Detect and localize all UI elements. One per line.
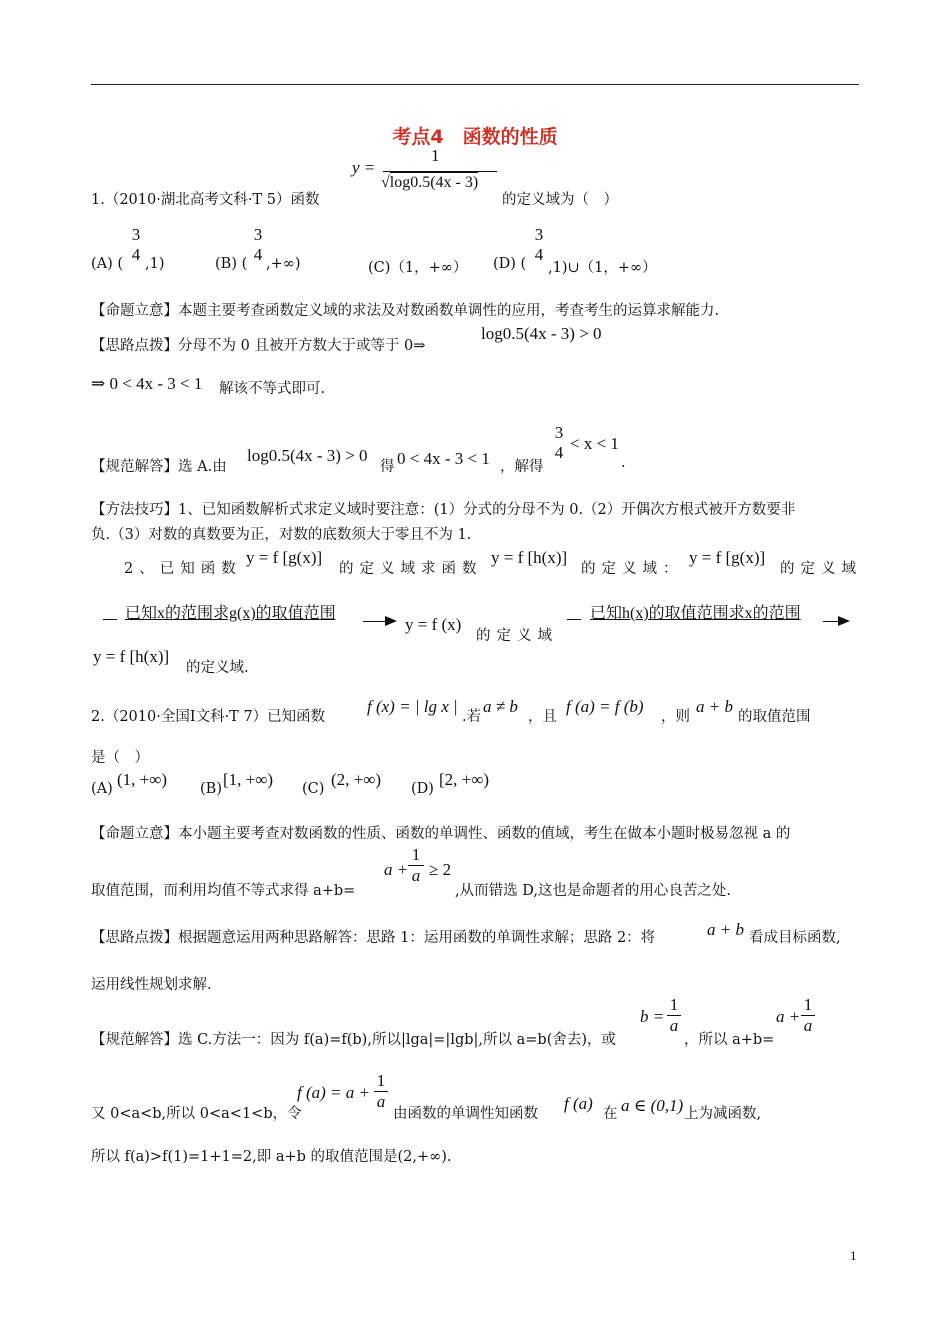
q2-mingti-formula-b: ≥ 2	[429, 860, 452, 879]
q2-stem-f4: a + b	[696, 697, 733, 716]
section-text: 本题主要考查函数定义域的求法及对数函数单调性的应用，考查考生的运算求解能力.	[178, 303, 720, 319]
q1-fangfa-line2: 负.（3）对数的真数要为正，对数的底数须大于零且不为 1.	[91, 527, 472, 543]
arrow1-tail	[103, 619, 117, 620]
q2-stem-line2: 是（ ）	[91, 750, 149, 766]
q1-guifan-label: 【规范解答】选 A.由	[91, 459, 227, 475]
q1-option-d-label: (D) (	[493, 256, 527, 272]
section-text: 分母不为 0 且被开方数大于或等于 0⇒	[178, 338, 426, 354]
q1-formula-y: y =	[352, 158, 376, 177]
q1-tip2-c: 的定义域：	[581, 561, 684, 577]
q1-tip2-b: 的定义域求函数	[339, 561, 483, 577]
q2-mingti: 【命题立意】本小题主要考查对数函数的性质、函数的单调性、函数的值域，考生在做本小题时极易忽视 a 的	[91, 826, 791, 842]
q1-option-b-fraction: 3 4	[253, 225, 263, 264]
q2-silu-formula: a + b	[707, 920, 744, 939]
q1-option-a-fraction: 3 4	[131, 225, 141, 264]
arrow2-head	[838, 616, 850, 626]
section-label: 【思路点拨】	[91, 930, 178, 946]
q1-formula-num: 1	[431, 146, 440, 165]
q2-option-a-label: (A)	[91, 781, 113, 797]
q2-option-d-label: (D)	[411, 781, 434, 797]
q1-tip2-f1: y = f [g(x)]	[246, 548, 323, 567]
arrow-mid-formula: y = f (x)	[405, 615, 462, 634]
q1-stem-suffix: 的定义域为（ ）	[502, 192, 618, 208]
header-rule	[91, 84, 859, 85]
q1-option-b-suffix: ,+∞)	[266, 256, 301, 272]
q1-option-d-fraction: 3 4	[534, 225, 544, 264]
q2-option-b: [1, +∞)	[223, 770, 274, 789]
q2-guifan-fraction: 1 a	[667, 995, 681, 1036]
tip2-end-text: 的定义域.	[186, 660, 249, 676]
q2-line-you-f: f (a) = a +	[297, 1083, 370, 1102]
q1-tip2-f2: y = f [h(x)]	[491, 548, 568, 567]
q2-line-you-c: 在	[603, 1106, 618, 1122]
q1-fangfa: 【方法技巧】1、已知函数解析式求定义域时要注意：(1）分式的分母不为 0.（2）开偶次方根式被开方数要非	[91, 502, 796, 518]
q1-option-a-label: (A) (	[91, 256, 124, 272]
q2-option-c-label: (C)	[302, 781, 325, 797]
q2-guifan-fraction2: 1 a	[801, 995, 815, 1036]
q2-mingti-fraction: 1 a	[408, 845, 424, 886]
q1-guifan-text3: ，解得	[500, 459, 544, 475]
q2-line-you-f3: a ∈ (0,1)	[621, 1096, 684, 1115]
q1-guifan-formula3: < x < 1	[570, 434, 619, 453]
q2-mingti-line2-b: ,从而错选 D,这也是命题者的用心良苦之处.	[455, 883, 732, 899]
q1-silu	[91, 334, 425, 355]
q2-option-c: (2, +∞)	[331, 770, 382, 789]
section-label: 【规范解答】	[91, 459, 178, 475]
q1-silu-line2-formula: ⇒ 0 < 4x - 3 < 1	[91, 374, 203, 393]
q1-formula-den: √log0.5(4x - 3)	[381, 174, 479, 191]
q2-guifan-f-b: b =	[640, 1007, 665, 1026]
q2-option-a: (1, +∞)	[117, 770, 168, 789]
q1-tip2-d: 的定义域	[780, 561, 862, 577]
q1-stem-prefix: 1.（2010·湖北高考文科·T 5）函数	[91, 192, 320, 208]
q2-guifan-f2-a: a +	[776, 1007, 801, 1026]
q2-option-b-label: (B)	[200, 781, 222, 797]
section-label: 【方法技巧】	[91, 502, 178, 518]
q1-tip2-a: 2、已知函数	[124, 561, 242, 577]
arrow1-text: 已知x的范围求g(x)的取值范围	[125, 605, 336, 622]
q2-line-you-d: 上为减函数,	[684, 1106, 762, 1122]
q2-silu: 【思路点拨】根据题意运用两种思路解答：思路 1：运用函数的单调性求解；思路 2：将	[91, 930, 656, 946]
arrow1-head	[385, 616, 397, 626]
q2-stem-t2: ，且	[528, 709, 557, 725]
q2-stem-t1: .若	[462, 709, 482, 725]
q2-stem-f1: f (x) = | lg x |	[367, 697, 458, 716]
q1-silu-line2-text: 解该不等式即可.	[219, 381, 326, 397]
q1-guifan-fraction: 3 4	[554, 423, 564, 462]
q1-option-a-suffix: ,1)	[145, 256, 165, 272]
q2-silu-line2: 运用线性规划求解.	[91, 977, 212, 993]
q2-guifan: 【规范解答】选 C.方法一：因为 f(a)=f(b),所以|lga|=|lgb|,所以 a=b(舍去)，或	[91, 1032, 617, 1048]
section-label: 【规范解答】	[91, 1032, 178, 1048]
q2-stem-f2: a ≠ b	[483, 697, 518, 716]
q1-mingti	[91, 299, 719, 320]
q2-mingti-formula-a: a +	[384, 860, 409, 879]
arrow2-tail	[567, 619, 581, 620]
q1-option-d-suffix: ,1)∪（1，+∞）	[548, 260, 657, 276]
q1-guifan-formula1: log0.5(4x - 3) > 0	[247, 446, 368, 465]
q2-silu-text2: 看成目标函数,	[749, 930, 841, 946]
q2-line-you-f2: f (a)	[564, 1094, 593, 1113]
section-label: 【思路点拨】	[91, 338, 178, 354]
q2-guifan-text2: ，所以 a+b=	[684, 1032, 775, 1048]
tip2-end-formula: y = f [h(x)]	[93, 647, 170, 666]
arrow2-text: 已知h(x)的取值范围求x的范围	[590, 605, 801, 622]
arrow-mid-text: 的定义域	[476, 628, 558, 644]
q2-mingti-line2-a: 取值范围，而利用均值不等式求得 a+b=	[91, 883, 356, 899]
q1-option-b-label: (B) (	[215, 256, 248, 272]
q2-last-line: 所以 f(a)>f(1)=1+1=2,即 a+b 的取值范围是(2,+∞).	[91, 1149, 452, 1165]
q2-stem-prefix: 2.（2010·全国Ⅰ文科·T 7）已知函数	[91, 709, 326, 725]
q1-silu-formula: log0.5(4x - 3) > 0	[481, 324, 602, 343]
page-title: 考点4 函数的性质	[392, 126, 558, 148]
q1-guifan-text2: 得	[380, 459, 395, 475]
q1-guifan-end: .	[621, 455, 626, 471]
section-label: 【命题立意】	[91, 303, 178, 319]
q1-option-c: (C)（1，+∞）	[368, 260, 468, 276]
section-label: 【命题立意】	[91, 826, 178, 842]
q2-stem-t3: ，则	[661, 709, 690, 725]
page-number: 1	[850, 1248, 857, 1263]
q2-option-d: [2, +∞)	[439, 770, 490, 789]
q1-guifan-formula2: 0 < 4x - 3 < 1	[397, 449, 490, 468]
q2-stem-t4: 的取值范围	[738, 709, 811, 725]
q2-line-you-b: 由函数的单调性知函数	[393, 1106, 538, 1122]
q2-line-you-fraction: 1 a	[374, 1071, 388, 1112]
q2-line-you-a: 又 0<a<b,所以 0<a<1<b，令	[91, 1106, 302, 1122]
q2-stem-f3: f (a) = f (b)	[566, 697, 644, 716]
q1-tip2-f3: y = f [g(x)]	[689, 548, 766, 567]
